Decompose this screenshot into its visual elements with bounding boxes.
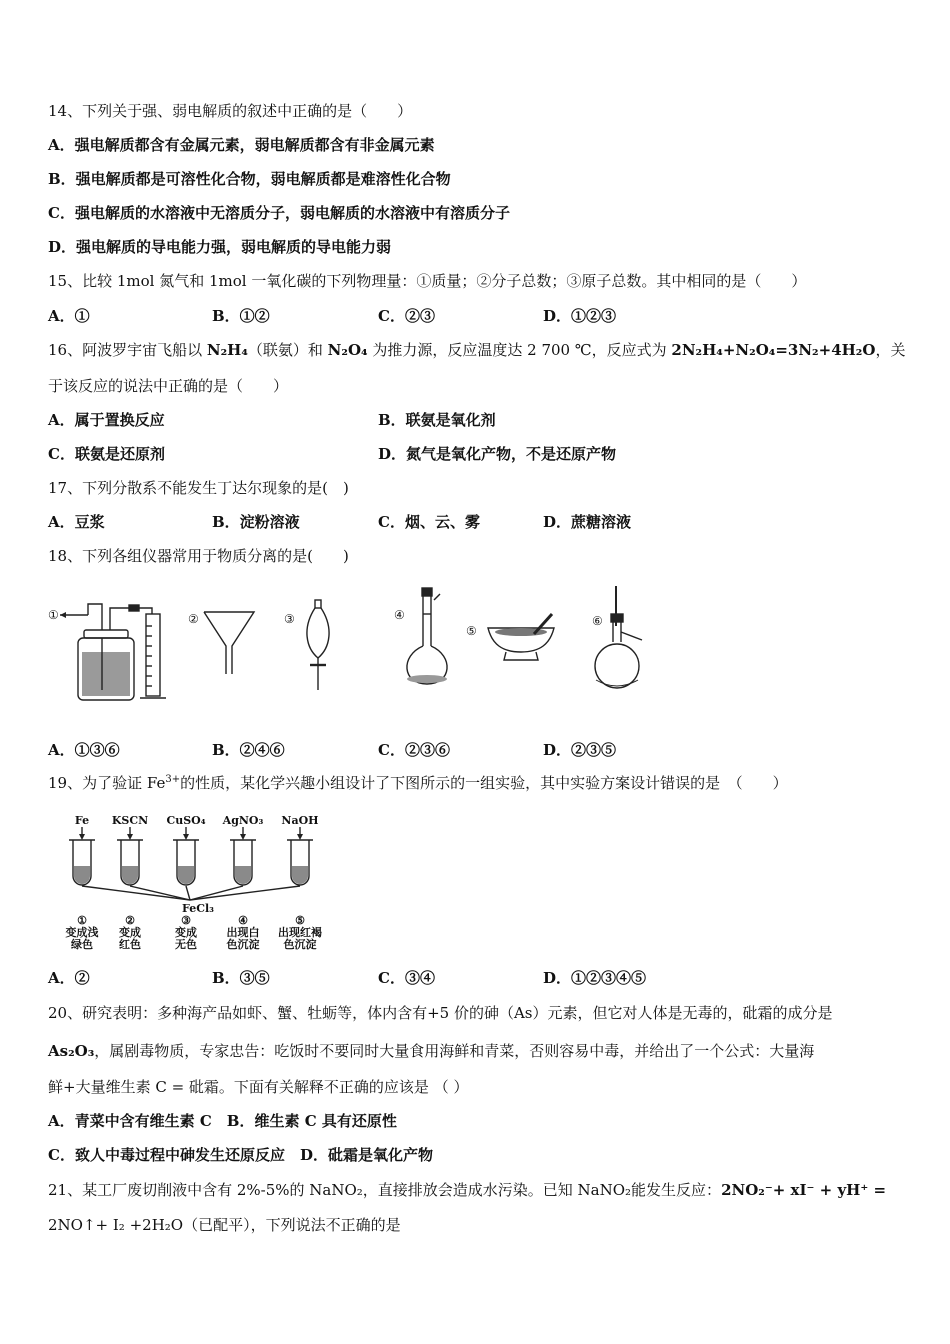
q19-arrowhead-icon [79,834,85,840]
q19-result-line1: 变成浅 [65,926,99,939]
q14-option-c: C．强电解质的水溶液中无溶质分子，弱电解质的水溶液中有溶质分子 [48,204,510,222]
q18-option-b: B．②④⑥ [212,741,285,759]
q19-result-line1: 出现白 [226,926,260,939]
q14-option-d: D．强电解质的导电能力强，弱电解质的导电能力弱 [48,238,392,256]
q18-label-4: ④ [394,608,405,622]
q16-stem [48,339,905,361]
q21-line1-text: 21、某工厂废切削液中含有 2%-5%的 NaNO₂，直接排放会造成水污染。已知 NaNO₂能发生反应： [48,1181,722,1199]
q19-tube-liquid [178,866,194,884]
q19-result-line2: 无色 [175,938,197,951]
q19-result-line2: 色沉淀 [226,938,260,951]
q19-arrowhead-icon [297,834,303,840]
distillation-flask-icon [592,586,642,688]
q19-tube-liquid [235,866,251,884]
q19-connector-line [186,886,190,900]
q19-stem-b: 的性质，某化学兴趣小组设计了下图所示的一组实验，其中实验方案设计错误的是 （ ） [180,774,788,792]
q20-options-cd: C．致人中毒过程中砷发生还原反应 D．砒霜是氧化产物 [48,1146,433,1164]
q19-connector-line [190,886,300,900]
q21-line1 [48,1179,886,1201]
q16-stem-d: ，关 [875,341,906,359]
separatory-funnel-icon [284,600,329,690]
volumetric-flask-icon [394,588,447,684]
q19-result-number: ③ [181,914,191,927]
q19-reagent-label: NaOH [281,814,319,827]
q19-option-d: D．①②③④⑤ [543,969,647,987]
q19-arrowhead-icon [183,834,189,840]
q17-stem: 17、下列分散系不能发生丁达尔现象的是( ) [48,479,349,497]
q18-option-c: C．②③⑥ [378,741,450,759]
q19-superscript: 3+ [165,774,181,785]
q18-label-1: ① [48,608,59,622]
q20-options-ab: A．青菜中含有维生素 C B．维生素 C 具有还原性 [48,1112,397,1130]
q20-line3: 鲜+大量维生素 C = 砒霜。下面有关解释不正确的应该是 （ ） [48,1078,469,1096]
q15-option-c: C．②③ [378,307,435,325]
q17-option-b: B．淀粉溶液 [212,513,300,531]
q17-option-d: D．蔗糖溶液 [543,513,632,531]
funnel-icon [188,612,254,674]
q19-result-number: ⑤ [295,914,305,927]
q19-result-line1: 出现红褐 [278,926,322,939]
q20-as2o3: As₂O₃ [48,1042,95,1060]
q15-option-d: D．①②③ [543,307,617,325]
q14-stem: 14、下列关于强、弱电解质的叙述中正确的是（ ） [48,102,413,120]
q16-stem-a: 16、阿波罗宇宙飞船以 [48,341,207,359]
q19-stem-a: 19、为了验证 Fe [48,774,166,792]
q16-option-b: B．联氨是氧化剂 [378,411,496,429]
q20-line1: 20、研究表明：多种海产品如虾、蟹、牡蛎等，体内含有+5 价的砷（As）元素，但它对人体是无毒的，砒霜的成分是 [48,1004,833,1022]
q16-equation: 2N₂H₄+N₂O₄=3N₂+4H₂O [671,341,876,359]
q16-n2o4: N₂O₄ [327,341,368,359]
q16-option-a: A．属于置换反应 [48,411,165,429]
q20-line2-text: ，属剧毒物质，专家忠告：吃饭时不要同时大量食用海鲜和青菜，否则容易中毒，并给出了一个公式：大量海 [94,1042,815,1060]
q20-line2 [48,1040,814,1062]
q16-stem-c: 为推力源，反应温度达 2 700 ℃，反应式为 [367,341,672,359]
q16-option-d: D．氮气是氧化产物，不是还原产物 [378,445,617,463]
q15-stem: 15、比较 1mol 氮气和 1mol 一氧化碳的下列物理量：①质量；②分子总数；③原子总数。其中相同的是（ ） [48,272,807,290]
q19-experiment-figure [52,812,352,952]
q18-option-d: D．②③⑤ [543,741,617,759]
q19-option-b: B．③⑤ [212,969,270,987]
q15-option-b: B．①② [212,307,270,325]
q19-center-label: FeCl₃ [182,902,214,915]
q19-tube-liquid [74,866,90,884]
graduated-cylinder-icon [140,614,166,698]
q19-arrowhead-icon [127,834,133,840]
q18-apparatus-figure [44,578,648,704]
q19-reagent-label: CuSO₄ [166,814,206,827]
q19-reagent-label: KSCN [111,814,149,827]
q16-stem-line2: 于该反应的说法中正确的是（ ） [48,377,289,395]
q19-reagent-label: Fe [74,814,90,827]
q19-reagent-label: AgNO₃ [222,814,264,827]
gas-washing-bottle-icon [48,604,152,700]
q18-stem: 18、下列各组仪器常用于物质分离的是( ) [48,547,349,565]
q16-option-c: C．联氨是还原剂 [48,445,165,463]
q18-option-a: A．①③⑥ [48,741,120,759]
q16-stem-b: （联氨）和 [247,341,328,359]
q17-option-a: A．豆浆 [48,513,105,531]
q19-result-line1: 变成 [119,926,141,939]
q19-tube-liquid [122,866,138,884]
q19-result-line2: 绿色 [71,938,93,951]
q21-line2: 2NO↑+ I₂ +2H₂O（已配平），下列说法不正确的是 [48,1216,401,1234]
q19-stem [48,772,788,794]
q19-result-number: ④ [238,914,248,927]
q15-option-a: A．① [48,307,90,325]
q19-tube-liquid [292,866,308,884]
q19-option-a: A．② [48,969,90,987]
q19-connector-line [190,886,243,900]
q17-option-c: C．烟、云、雾 [378,513,480,531]
q19-result-number: ① [77,914,87,927]
q19-arrowhead-icon [240,834,246,840]
q14-option-b: B．强电解质都是可溶性化合物，弱电解质都是难溶性化合物 [48,170,451,188]
q19-result-number: ② [125,914,135,927]
q18-label-2: ② [188,612,199,626]
q18-label-6: ⑥ [592,614,603,628]
q19-result-line1: 变成 [175,926,197,939]
q18-label-3: ③ [284,612,295,626]
q18-label-5: ⑤ [466,624,477,638]
q19-result-line2: 红色 [119,938,141,951]
q21-equation: 2NO₂⁻+ xI⁻ + yH⁺ = [721,1181,887,1199]
q16-n2h4: N₂H₄ [206,341,248,359]
q19-option-c: C．③④ [378,969,435,987]
q19-result-line2: 色沉淀 [283,938,317,951]
evaporating-dish-icon [466,614,554,660]
q14-option-a: A．强电解质都含有金属元素，弱电解质都含有非金属元素 [48,136,435,154]
